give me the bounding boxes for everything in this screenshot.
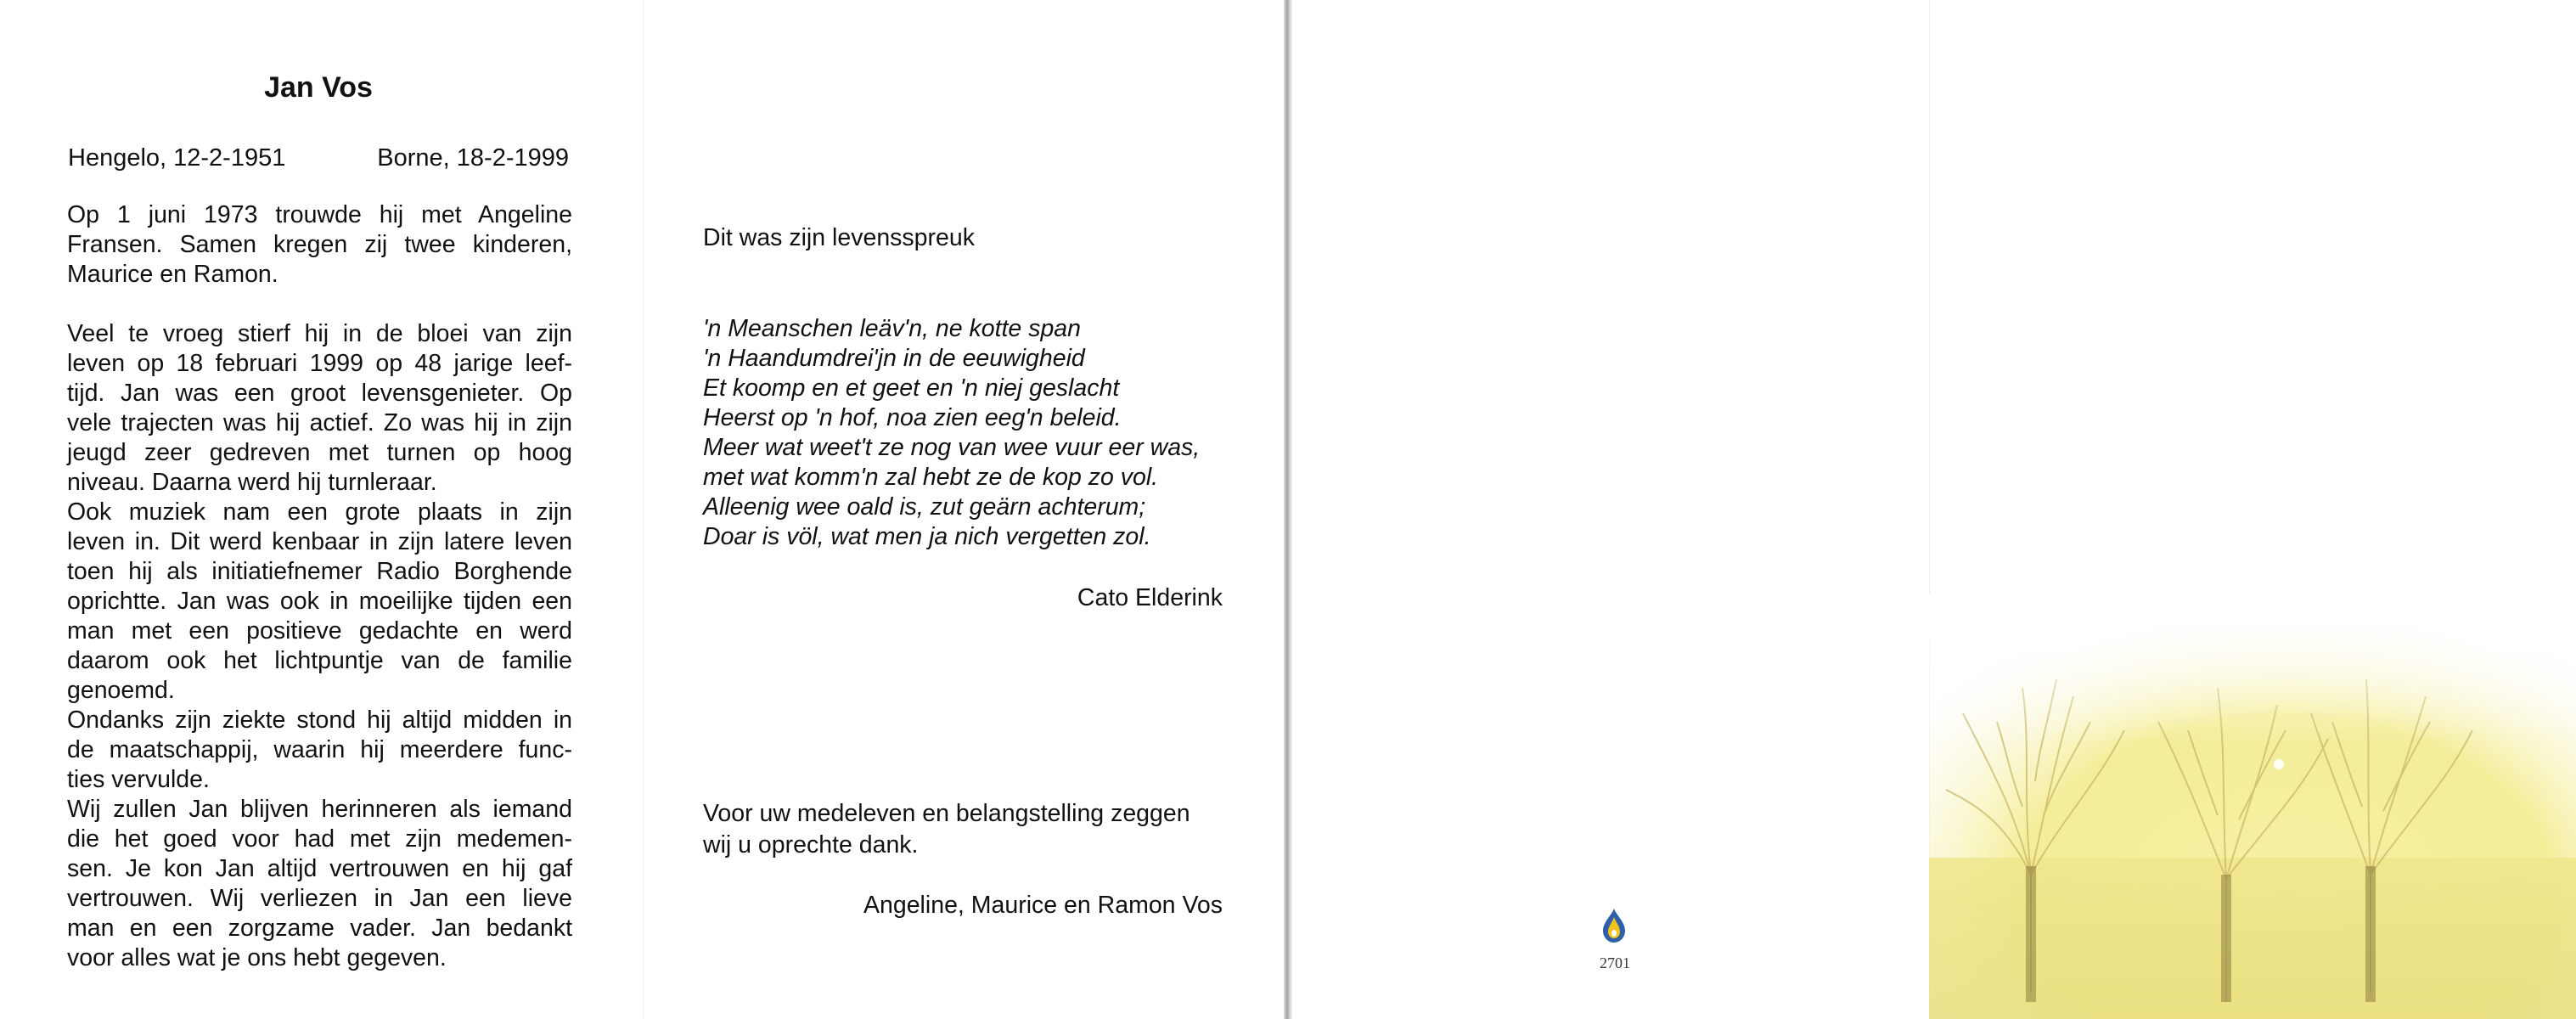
print-code: 2701 [1600, 954, 1630, 971]
text-line: leven op 18 februari 1999 op 48 jarige leef- [67, 350, 572, 377]
text-line: de maatschappij, waarin hij meerdere func- [67, 736, 572, 763]
death-place-date: Borne, 18-2-1999 [377, 144, 569, 172]
text-line: Fransen. Samen kregen zij twee kinderen, [67, 231, 572, 258]
panel-crease [643, 0, 644, 1019]
text-line: oprichtte. Jan was ook in moeilijke tijden een [67, 588, 572, 615]
family-signature: Angeline, Maurice en Ramon Vos [863, 892, 1223, 919]
text-line: leven in. Dit werd kenbaar in zijn latere leven [67, 528, 572, 555]
text-line: wij u oprechte dank. [703, 831, 919, 859]
poem-line: 'n Haandumdrei'jn in de eeuwigheid [703, 345, 1085, 372]
text-line: jeugd zeer gedreven met turnen op hoog [67, 439, 572, 466]
biography-paragraph [67, 319, 572, 498]
deceased-name: Jan Vos [264, 71, 373, 104]
text-line: daarom ook het lichtpuntje van de familie [67, 647, 572, 674]
text-line: vertrouwen. Wij verliezen in Jan een lieve [67, 885, 572, 912]
thanks-message [703, 798, 1223, 861]
poem-line: Alleenig wee oald is, zut geärn achterum; [703, 493, 1146, 521]
text-line: Veel te vroeg stierf hij in de bloei van zijn [67, 320, 572, 347]
willow-trees-photo [1929, 594, 2576, 1019]
biography-paragraph [67, 498, 572, 706]
text-line: Op 1 juni 1973 trouwde hij met Angeline [67, 201, 572, 228]
text-line: ties vervulde. [67, 766, 210, 793]
poem-line: Meer wat weet't ze nog van wee vuur eer was, [703, 434, 1201, 461]
biography-paragraph [67, 706, 572, 795]
text-line: sen. Je kon Jan altijd vertrouwen en hij gaf [67, 855, 572, 882]
poem-line: Heerst op 'n hof, noa zien eeg'n beleid. [703, 404, 1122, 431]
text-line: Maurice en Ramon. [67, 261, 278, 288]
biography-paragraph [67, 200, 572, 290]
biography [67, 200, 572, 973]
poet-name: Cato Elderink [1077, 584, 1223, 611]
text-line: tijd. Jan was een groot levensgenieter. Op [67, 380, 572, 407]
text-line: die het goed voor had met zijn medemen- [67, 825, 572, 853]
text-line: Ondanks zijn ziekte stond hij altijd midden in [67, 707, 572, 734]
motto-intro: Dit was zijn levensspreuk [703, 224, 975, 251]
poem-line: Doar is völ, wat men ja nich vergetten zol. [703, 523, 1151, 550]
inner-spread [0, 0, 1286, 1019]
poem-line: Et koomp en et geet en 'n niej geslacht [703, 374, 1120, 402]
text-line: man met een positieve gedachte en werd [67, 617, 572, 645]
text-line: man en een zorgzame vader. Jan bedankt [67, 915, 572, 942]
poem-line: 'n Meanschen leäv'n, ne kotte span [703, 315, 1082, 342]
text-line: vele trajecten was hij actief. Zo was hij in zijn [67, 409, 572, 436]
text-line: voor alles wat je ons hebt gegeven. [67, 944, 447, 971]
text-line: genoemd. [67, 677, 175, 704]
life-dates [68, 144, 569, 172]
center-fold [1284, 0, 1292, 1019]
poem-line: met wat komm'n zal hebt ze de kop zo vol. [703, 464, 1159, 491]
poem [703, 314, 1223, 552]
flame-drop-logo-icon [1597, 907, 1631, 944]
text-line: Ook muziek nam een grote plaats in zijn [67, 498, 572, 526]
text-line: Voor uw medeleven en belangstelling zeggen [703, 800, 1190, 827]
text-line: Wij zullen Jan blijven herinneren als iemand [67, 796, 572, 823]
birth-place-date: Hengelo, 12-2-1951 [68, 144, 286, 172]
text-line: toen hij als initiatiefnemer Radio Borghende [67, 558, 572, 585]
text-line: niveau. Daarna werd hij turnleraar. [67, 469, 437, 496]
biography-paragraph [67, 795, 572, 973]
